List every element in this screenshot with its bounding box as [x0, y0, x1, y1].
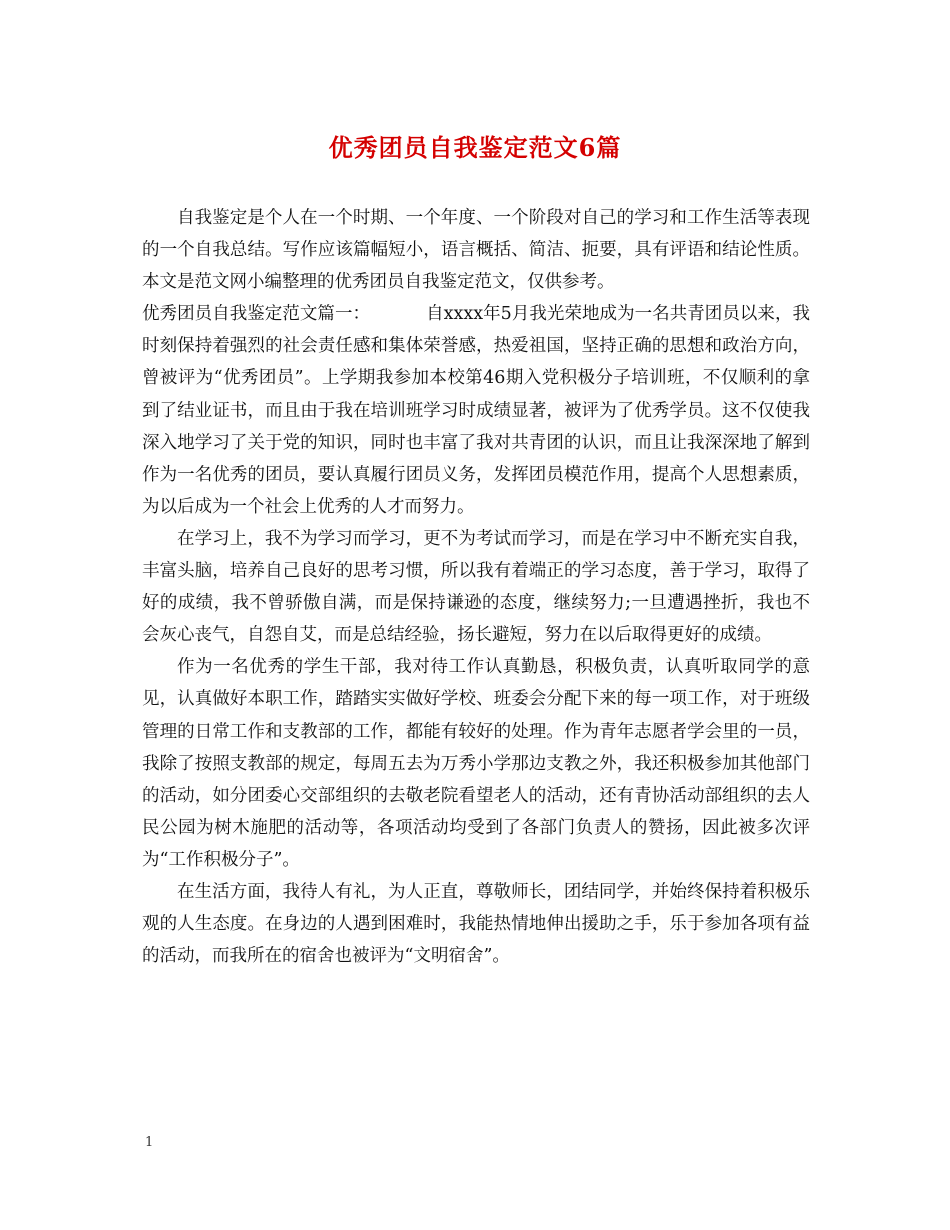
intro-paragraph: 自我鉴定是个人在一个时期、一个年度、一个阶段对自己的学习和工作生活等表现的一个自我总结。写作应该篇幅短小，语言概括、简洁、扼要，具有评语和结论性质。本文是范文网小编整理的优秀团员自我鉴定范文，仅供参考。 — [142, 208, 810, 293]
paragraph-2: 在学习上，我不为学习而学习，更不为考试而学习，而是在学习中不断充实自我，丰富头脑，培养自己良好的思考习惯，所以我有着端正的学习态度，善于学习，取得了好的成绩，我不曾骄傲自满，而是保持谦逊的态度，继续努力;一旦遭遇挫折，我也不会灰心丧气，自怨自艾，而是总结经验，扬长避短，努力在以后取得更好的成绩。 — [142, 528, 810, 646]
document-body — [142, 202, 810, 972]
section-label: 优秀团员自我鉴定范文篇一： — [142, 304, 371, 325]
paragraph-3: 作为一名优秀的学生干部，我对待工作认真勤恳，积极负责，认真听取同学的意见，认真做好本职工作，踏踏实实做好学校、班委会分配下来的每一项工作，对于班级管理的日常工作和支教部的工作，都能有较好的处理。作为青年志愿者学会里的一员，我除了按照支教部的规定，每周五去为万秀小学那边支教之外，我还积极参加其他部门的活动，如分团委心交部组织的去敬老院看望老人的活动，还有青协活动部组织的去人民公园为树木施肥的活动等，各项活动均受到了各部门负责人的赞扬，因此被多次评为“工作积极分子”。 — [142, 657, 810, 870]
paragraph-1: 自xxxx年5月我光荣地成为一名共青团员以来，我时刻保持着强烈的社会责任感和集体荣誉感，热爱祖国，坚持正确的思想和政治方向，曾被评为“优秀团员”。上学期我参加本校第46期入党积极分子培训班，不仅顺利的拿到了结业证书，而且由于我在培训班学习时成绩显著，被评为了优秀学员。这不仅使我深入地学习了关于党的知识，同时也丰富了我对共青团的认识，而且让我深深地了解到作为一名优秀的团员，要认真履行团员义务，发挥团员模范作用，提高个人思想素质，为以后成为一个社会上优秀的人才而努力。 — [142, 304, 810, 517]
page-title: 优秀团员自我鉴定范文6篇 — [328, 133, 622, 162]
section-first-paragraph — [142, 298, 810, 523]
paragraph-4: 在生活方面，我待人有礼，为人正直，尊敬师长，团结同学，并始终保持着积极乐观的人生态度。在身边的人遇到困难时，我能热情地伸出援助之手，乐于参加各项有益的活动，而我所在的宿舍也被评为“文明宿舍”。 — [142, 881, 810, 967]
page-number: 1 — [145, 1135, 154, 1150]
